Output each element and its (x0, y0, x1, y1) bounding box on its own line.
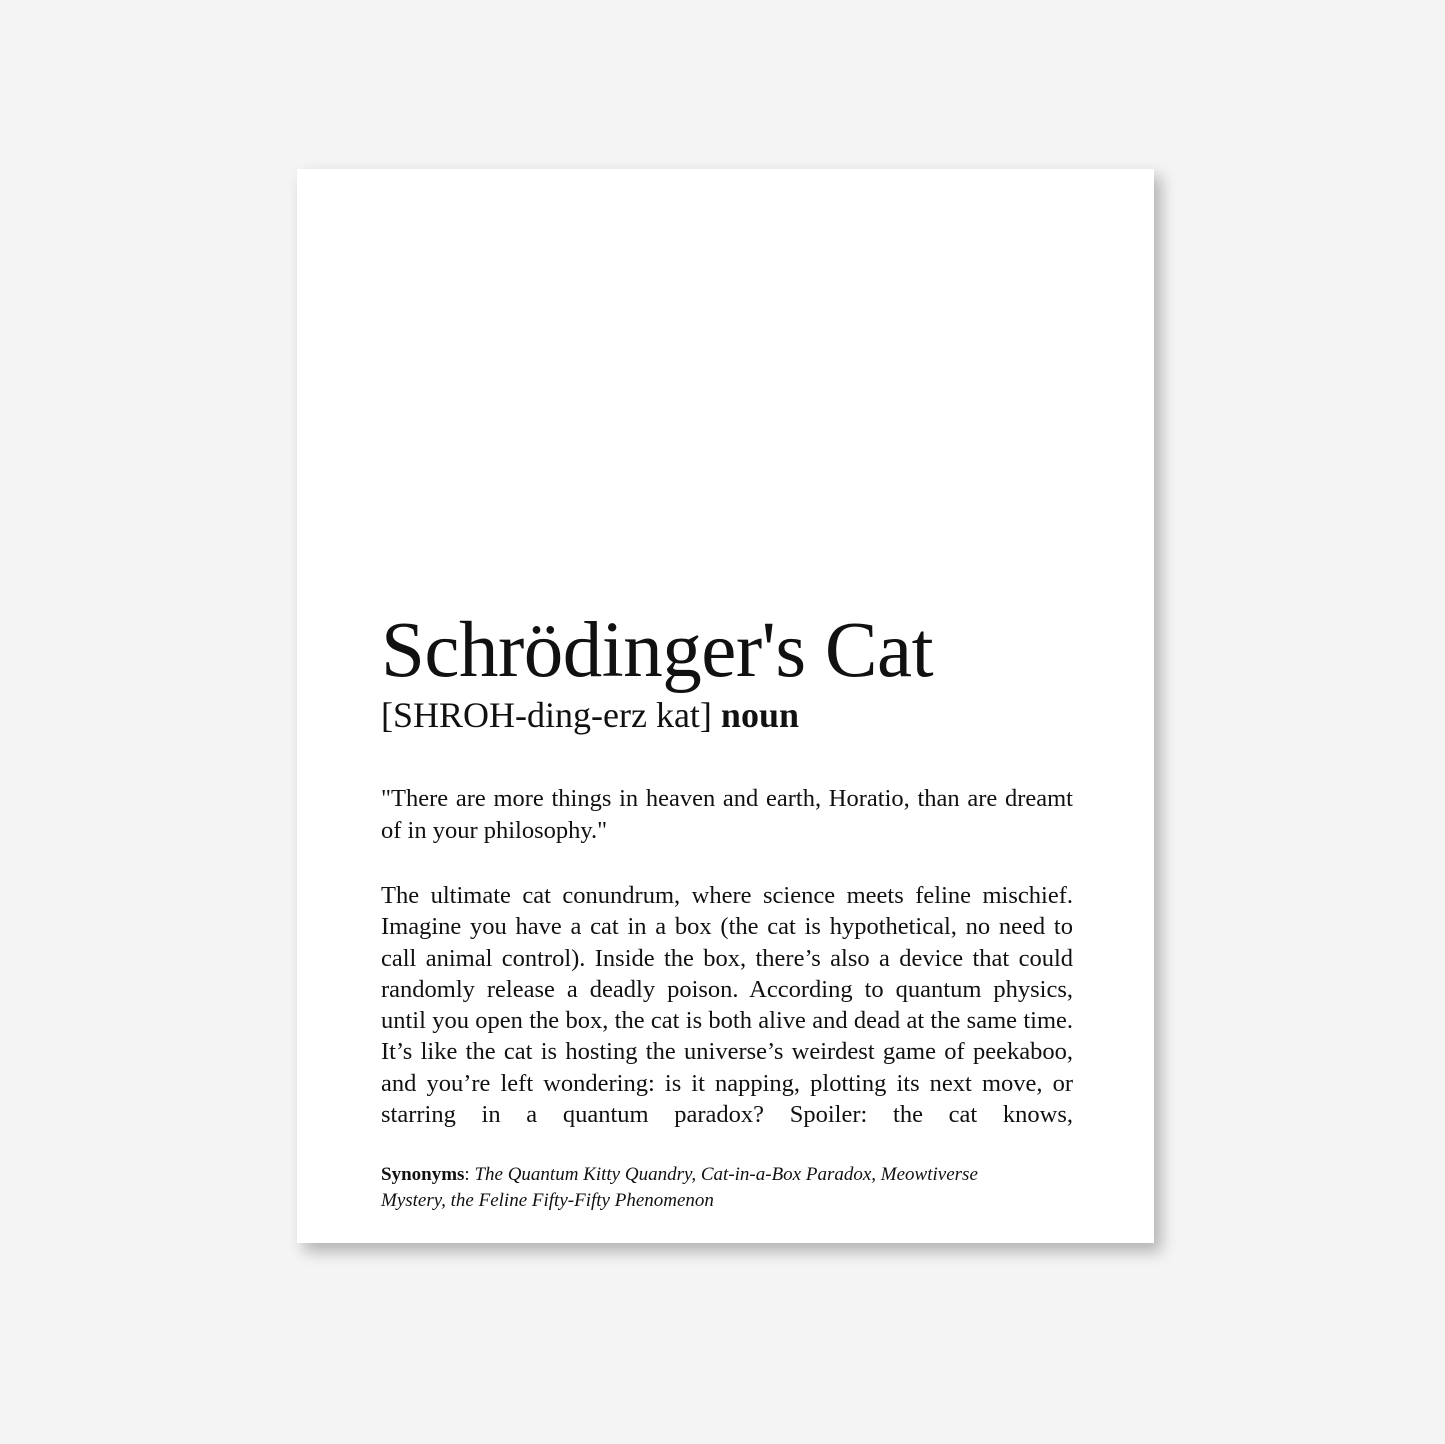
synonyms-label: Synonyms (381, 1164, 465, 1186)
synonyms-line (381, 1162, 1021, 1214)
part-of-speech: noun (720, 695, 799, 735)
canvas-print (297, 169, 1154, 1243)
synonyms-list: The Quantum Kitty Quandry, Cat-in-a-Box Paradox, Meowtiverse Mystery, the Feline Fifty-Fifty Phenomenon (381, 1164, 978, 1212)
pronunciation: [SHROH-ding-erz kat] (381, 695, 712, 735)
definition-text: The ultimate cat conundrum, where science meets feline mischief. Imagine you have a cat in a box (the cat is hypothetical, no need to call animal control). Inside the box, there’s also a device that could randomly release a deadly poison. According to quantum physics, until you open the box, the cat is both alive and dead at the same time. It’s like the cat is hosting the universe’s weirdest game of peekaboo, and you’re left wondering: is it napping, plotting its next move, or starring in a quantum paradox? Spoiler: the cat knows, (381, 882, 1073, 1129)
term-title: Schrödinger's Cat (381, 607, 934, 694)
quote: "There are more things in heaven and earth, Horatio, than are dreamt of in your philosophy." (381, 785, 1073, 844)
synonyms-separator: : (464, 1164, 475, 1186)
definition-block (381, 609, 1073, 1214)
pronunciation-line (381, 695, 1073, 735)
